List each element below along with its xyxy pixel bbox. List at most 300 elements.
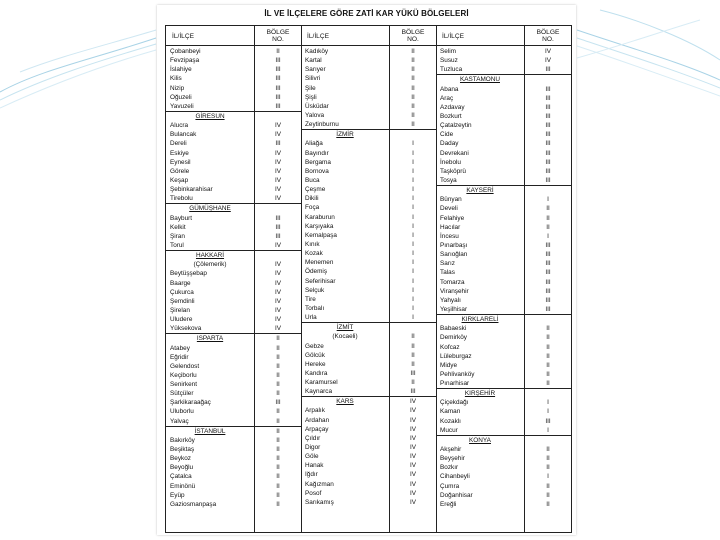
table-row (166, 407, 301, 416)
zone-number: I (547, 232, 549, 240)
zone-number: I (412, 259, 414, 267)
table-row (166, 121, 301, 130)
table-row (166, 380, 301, 389)
district-name: Yeşilhisar (440, 305, 468, 313)
zone-number: I (412, 195, 414, 203)
district-name: Hereke (305, 360, 326, 368)
table-row (166, 417, 301, 426)
zone-number: III (545, 167, 551, 175)
district-name: Karaburun (305, 213, 335, 221)
district-name: Selçuk (305, 286, 325, 294)
table-row (166, 371, 301, 380)
document-title: İL VE İLÇELERE GÖRE ZATİ KAR YÜKÜ BÖLGELERİ (264, 9, 469, 18)
table-row (301, 194, 436, 203)
table-row (436, 204, 571, 213)
table-row (166, 194, 301, 203)
zone-number: II (276, 446, 280, 454)
zone-number: III (275, 84, 281, 92)
zone-number: III (545, 103, 551, 111)
district-name: Lüleburgaz (440, 352, 472, 360)
table-row (436, 398, 571, 407)
table-row (301, 249, 436, 258)
zone-number: II (276, 482, 280, 490)
zone-number: IV (409, 453, 417, 461)
district-name: Oğuzeli (170, 93, 192, 101)
table-row (166, 214, 301, 223)
zone-number: I (547, 196, 549, 204)
province-name: HAKKARİ (195, 252, 225, 260)
header-no: NO. (542, 36, 554, 43)
table-row (436, 296, 571, 305)
table-row (301, 434, 436, 443)
zone-number: II (546, 491, 550, 499)
district-name: Arpalık (305, 407, 325, 415)
zone-number: II (411, 48, 415, 55)
table-row (166, 362, 301, 371)
district-name: Ödemiş (305, 268, 328, 276)
zone-number: II (411, 75, 415, 83)
district-name: Hacılar (440, 223, 461, 231)
zone-number: IV (409, 407, 417, 415)
district-name: Bornova (305, 167, 329, 175)
table-row (436, 259, 571, 268)
zone-number: II (546, 223, 550, 231)
zone-number: I (412, 222, 414, 230)
table-row (166, 167, 301, 176)
district-name: Develi (440, 205, 458, 213)
table-row (436, 305, 571, 314)
header-bolge: BÖLGE (401, 29, 425, 36)
district-name: Gölcük (305, 351, 325, 359)
zone-number: IV (274, 158, 282, 166)
province-name: İZMİT (336, 324, 354, 332)
table-row (436, 195, 571, 204)
district-name: Kozak (305, 250, 323, 258)
table-row (436, 278, 571, 287)
header-bolge: BÖLGE (266, 29, 290, 36)
table-row (436, 85, 571, 94)
table-row (166, 84, 301, 93)
table-row (301, 185, 436, 194)
table-row (436, 426, 571, 435)
zone-number: II (546, 464, 550, 472)
district-name: Sütçüler (170, 390, 194, 398)
district-name: Bünyan (440, 196, 462, 204)
zone-number: III (545, 241, 551, 249)
district-name: Eminönü (170, 482, 196, 490)
zone-number: II (546, 455, 550, 463)
table-row (166, 436, 301, 445)
zone-number: I (412, 240, 414, 248)
district-name: Çobanbeyi (170, 48, 201, 55)
zone-number: II (411, 84, 415, 92)
zone-number: IV (274, 325, 282, 333)
table-row (301, 313, 436, 322)
district-name: Doğanhisar (440, 491, 473, 499)
table-row (301, 461, 436, 470)
district-name: Şiran (170, 232, 185, 240)
district-name: Görele (170, 167, 190, 175)
table-row (166, 232, 301, 241)
district-name: Karamursel (305, 379, 338, 387)
zone-number: IV (274, 149, 282, 157)
zone-number: II (276, 417, 280, 425)
table-row (301, 74, 436, 83)
district-name: Eskiye (170, 149, 189, 157)
district-name: Şebinkarahisar (170, 186, 213, 194)
zone-number: III (545, 122, 551, 130)
district-name: Çeşme (305, 186, 326, 194)
district-name: Eğridir (170, 353, 189, 361)
table-row (301, 203, 436, 212)
district-name: Menemen (305, 259, 334, 267)
zone-number: III (545, 296, 551, 304)
district-name: Sarız (440, 260, 455, 268)
zone-number: III (545, 66, 551, 74)
zone-number: II (276, 48, 280, 55)
zone-number: I (547, 399, 549, 407)
district-name: Kelkit (170, 223, 186, 231)
zone-number: I (412, 204, 414, 212)
zone-number: IV (409, 480, 417, 488)
district-name: Torbalı (305, 304, 325, 312)
zone-number: I (412, 231, 414, 239)
table-row (166, 93, 301, 102)
table-row (436, 352, 571, 361)
district-name: Ereğli (440, 500, 457, 508)
zone-number: I (412, 213, 414, 221)
table-row (301, 158, 436, 167)
district-name: Viranşehir (440, 287, 469, 295)
province-name: ISPARTA (196, 335, 224, 343)
district-name: Çıldır (305, 434, 321, 442)
zone-number: II (546, 325, 550, 333)
table-row (301, 102, 436, 111)
table-row (436, 94, 571, 103)
table-row (436, 56, 571, 65)
zone-number: II (411, 121, 415, 129)
zone-number: III (545, 149, 551, 157)
zone-number: II (411, 57, 415, 65)
district-name: Bulancak (170, 131, 197, 139)
province-name: İZMİR (336, 131, 354, 139)
table-row (301, 47, 436, 56)
zone-number: I (547, 426, 549, 434)
table-row (301, 443, 436, 452)
zone-number: IV (409, 425, 417, 433)
zone-number: IV (274, 316, 282, 324)
province-name: KAYSERİ (466, 187, 494, 195)
zone-number: II (546, 446, 550, 454)
zone-number: III (275, 57, 281, 65)
zone-number: II (411, 351, 415, 359)
zone-number: III (545, 140, 551, 148)
zone-number: III (545, 94, 551, 102)
district-name: Nizip (170, 84, 185, 92)
district-name: Daday (440, 140, 459, 148)
zone-number: II (276, 362, 280, 370)
table-row (436, 379, 571, 388)
district-name: Abana (440, 85, 459, 93)
district-name: Kartal (305, 57, 322, 65)
zone-number: III (275, 223, 281, 231)
zone-number: II (411, 102, 415, 110)
zone-number: I (412, 304, 414, 312)
table-row (436, 407, 571, 416)
zone-number: IV (274, 176, 282, 184)
table-section-row (166, 333, 301, 343)
table-row (436, 167, 571, 176)
district-name: İncesu (440, 232, 459, 240)
table-row (436, 176, 571, 185)
district-name: Tirebolu (170, 195, 193, 203)
district-name: Eynesil (170, 158, 191, 166)
zone-number: II (276, 436, 280, 444)
table-row (301, 378, 436, 387)
zone-number: III (275, 399, 281, 407)
zone-number: III (545, 269, 551, 277)
district-name: Aliağa (305, 140, 323, 148)
table-row (301, 267, 436, 276)
zone-number: III (275, 66, 281, 74)
district-name: Mucur (440, 426, 458, 434)
zone-number: IV (409, 416, 417, 424)
district-name: Pınarbaşı (440, 241, 468, 249)
column-header (301, 26, 436, 46)
district-name: Urla (305, 314, 317, 322)
zone-number: III (545, 158, 551, 166)
province-name: KIRKLARELİ (461, 316, 499, 324)
table-section-row (436, 314, 571, 324)
table-row (436, 361, 571, 370)
table-row (301, 222, 436, 231)
province-name: KASTAMONU (459, 76, 500, 84)
zone-number: II (411, 93, 415, 101)
zone-number: IV (274, 270, 282, 278)
zone-number: I (412, 149, 414, 157)
district-name: Talas (440, 269, 455, 277)
zone-number: II (546, 352, 550, 360)
district-name: Şarkikaraağaç (170, 399, 211, 407)
district-name: Çiçekdağı (440, 399, 469, 407)
zone-number: II (276, 500, 280, 508)
district-name: (Çölemerik) (193, 261, 227, 269)
zone-number: IV (274, 261, 282, 269)
table-row (166, 158, 301, 167)
table-row (166, 130, 301, 139)
zone-number: II (546, 214, 550, 222)
zone-number: IV (274, 195, 282, 203)
column-group-3 (436, 26, 571, 532)
zone-number: II (276, 464, 280, 472)
district-name: Yavuzeli (170, 102, 194, 110)
table-row (301, 286, 436, 295)
zone-number: II (276, 390, 280, 398)
table-row (301, 149, 436, 158)
table-row (436, 139, 571, 148)
table-row (301, 111, 436, 120)
district-name: Torul (170, 241, 184, 249)
table-row (166, 445, 301, 454)
district-name: Felahiye (440, 214, 465, 222)
table-row (436, 463, 571, 472)
district-name: Hanak (305, 462, 324, 470)
district-name: Yahyalı (440, 296, 461, 304)
zone-number: III (275, 102, 281, 110)
zone-number: I (412, 176, 414, 184)
column-rows (301, 47, 436, 507)
zone-number: I (412, 286, 414, 294)
zone-number: II (546, 370, 550, 378)
district-name: Digor (305, 444, 321, 452)
table-row (166, 56, 301, 65)
zone-number: II (276, 353, 280, 361)
district-name: Kadıköy (305, 48, 329, 55)
table-row (166, 241, 301, 250)
column-header (436, 26, 571, 46)
district-name: Demirköy (440, 334, 467, 342)
table-row (166, 344, 301, 353)
province-name: İSTANBUL (194, 427, 226, 435)
district-name: Araç (440, 94, 454, 102)
table-row (166, 223, 301, 232)
table-row (301, 387, 436, 396)
table-section-row (436, 388, 571, 398)
zone-number: IV (274, 306, 282, 314)
table-row (166, 288, 301, 297)
district-name: Beykoz (170, 455, 191, 463)
table-row (301, 342, 436, 351)
table-row (166, 149, 301, 158)
district-name: Beşiktaş (170, 446, 195, 454)
zone-number: II (276, 381, 280, 389)
header-bolge: BÖLGE (536, 29, 560, 36)
district-name: Kaynarca (305, 388, 332, 396)
district-name: Kınık (305, 240, 320, 248)
district-name: Tosya (440, 176, 457, 184)
district-name: Alucra (170, 122, 189, 130)
zone-number: II (276, 473, 280, 481)
zone-number: II (546, 205, 550, 213)
zone-number: III (545, 287, 551, 295)
district-name: Beytüşşebap (170, 270, 207, 278)
district-name: Devrekani (440, 149, 469, 157)
table-section-row (301, 396, 436, 406)
table-row (301, 351, 436, 360)
table-row (301, 139, 436, 148)
table-row (436, 454, 571, 463)
district-name: Fevzipaşa (170, 57, 200, 65)
zone-number: II (411, 342, 415, 350)
table-row (436, 268, 571, 277)
zone-number: IV (409, 498, 417, 506)
zone-number: IV (409, 444, 417, 452)
table-section-row (166, 111, 301, 121)
district-name: Şile (305, 84, 316, 92)
table-row (436, 214, 571, 223)
table-row (436, 130, 571, 139)
zone-number: IV (274, 288, 282, 296)
table-row (301, 231, 436, 240)
table-section-row (166, 250, 301, 260)
table-row (436, 472, 571, 481)
table-row (436, 250, 571, 259)
district-name: Kandıra (305, 369, 328, 377)
zone-number: III (275, 232, 281, 240)
district-name: Tuzluca (440, 66, 463, 74)
zone-number: III (545, 305, 551, 313)
zone-number: IV (274, 241, 282, 249)
table-row (166, 102, 301, 111)
table-row (166, 269, 301, 278)
table-section-row (301, 129, 436, 139)
district-name: Senirkent (170, 381, 197, 389)
district-name: Yüksekova (170, 325, 202, 333)
zone-number: II (411, 360, 415, 368)
zone-number: III (275, 140, 281, 148)
district-name: Bozkurt (440, 112, 462, 120)
district-name: Eyüp (170, 491, 185, 499)
table-section-row (166, 203, 301, 213)
table-row (436, 241, 571, 250)
zone-number: II (276, 371, 280, 379)
zone-number: III (275, 214, 281, 222)
district-name: Bakırköy (170, 436, 195, 444)
zone-number: II (276, 408, 280, 416)
table-row (166, 65, 301, 74)
province-name: GÜMÜŞHANE (189, 205, 231, 213)
table-row (301, 416, 436, 425)
district-name: Buca (305, 176, 320, 184)
table-section-row (301, 322, 436, 332)
table-row (436, 491, 571, 500)
table-row (166, 279, 301, 288)
district-name: Taşköprü (440, 167, 466, 175)
table-row (301, 120, 436, 129)
district-name: Yalova (305, 111, 325, 119)
table-row (436, 445, 571, 454)
province-name: KARS (336, 398, 354, 406)
table-row (166, 47, 301, 56)
table-row (301, 452, 436, 461)
district-name: Şirelan (170, 306, 190, 314)
province-name: GİRESUN (195, 112, 225, 120)
table-row (436, 112, 571, 121)
district-name: Kemalpaşa (305, 231, 337, 239)
header-ilce: İL/İLÇE (442, 33, 464, 40)
district-name: Gebze (305, 342, 324, 350)
district-name: Gaziosmanpaşa (170, 500, 217, 508)
table-row (166, 185, 301, 194)
table-row (436, 65, 571, 74)
district-name: Baarge (170, 279, 191, 287)
district-name: Göle (305, 453, 319, 461)
zone-number: III (545, 260, 551, 268)
table-row (301, 176, 436, 185)
table-row (436, 149, 571, 158)
table-row (166, 306, 301, 315)
district-name: Sarıoğlan (440, 251, 468, 259)
table-row (301, 295, 436, 304)
column-rows (166, 47, 301, 509)
district-name: Yalvaç (170, 417, 189, 425)
table-row (166, 389, 301, 398)
district-name: Uluborlu (170, 408, 194, 416)
district-name: Pınarhisar (440, 380, 470, 388)
district-name: Dereli (170, 140, 187, 148)
zone-number: II (411, 333, 415, 341)
district-name: Tomarza (440, 278, 465, 286)
